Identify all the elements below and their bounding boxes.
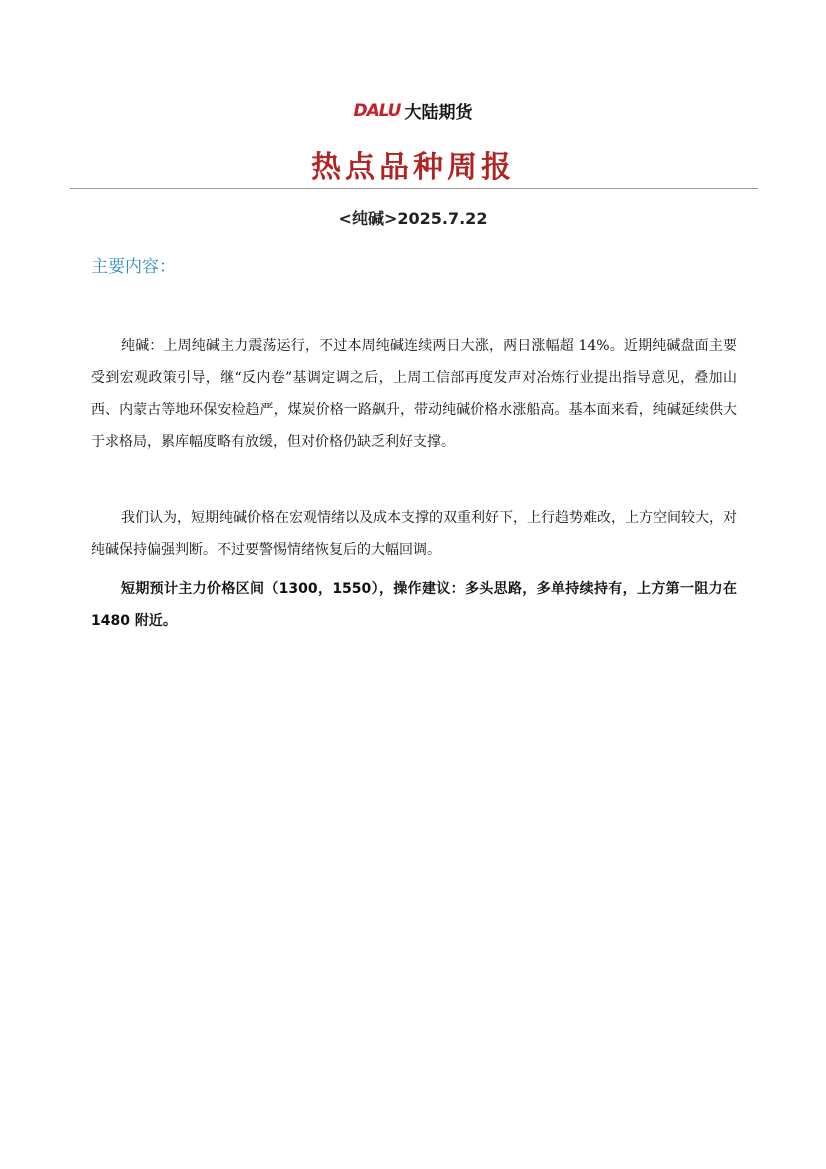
report-title: 热点品种周报 — [311, 150, 515, 185]
paragraph-trading-advice: 短期预计主力价格区间（1300，1550），操作建议：多头思路，多单持续持有，上方第一阻力在 1480 附近。 — [91, 581, 737, 629]
logo-mark-text: DALU — [353, 100, 401, 121]
logo-company-name: 大陆期货 — [404, 103, 473, 123]
paragraph-outlook: 我们认为，短期纯碱价格在宏观情绪以及成本支撑的双重利好下，上行趋势难改，上方空间较大，对纯碱保持偏强判断。不过要警惕情绪恢复后的大幅回调。 — [91, 510, 737, 558]
header-divider — [70, 188, 758, 189]
section-heading: 主要内容： — [91, 257, 176, 277]
report-subtitle: <纯碱>2025.7.22 — [338, 209, 488, 228]
logo-mark-icon — [354, 101, 401, 121]
brand-logo — [0, 98, 826, 123]
paragraph-market-review: 纯碱：上周纯碱主力震荡运行，不过本周纯碱连续两日大涨，两日涨幅超 14%。近期纯碱盘面主要受到宏观政策引导，继“反内卷”基调定调之后，上周工信部再度发声对冶炼行业提出指导意见，叠加山西、内蒙古等地环保安检趋严，煤炭价格一路飙升，带动纯碱价格水涨船高。基本面来看，纯碱延续供大于求格局，累库幅度略有放缓，但对价格仍缺乏利好支撑。 — [91, 338, 737, 450]
